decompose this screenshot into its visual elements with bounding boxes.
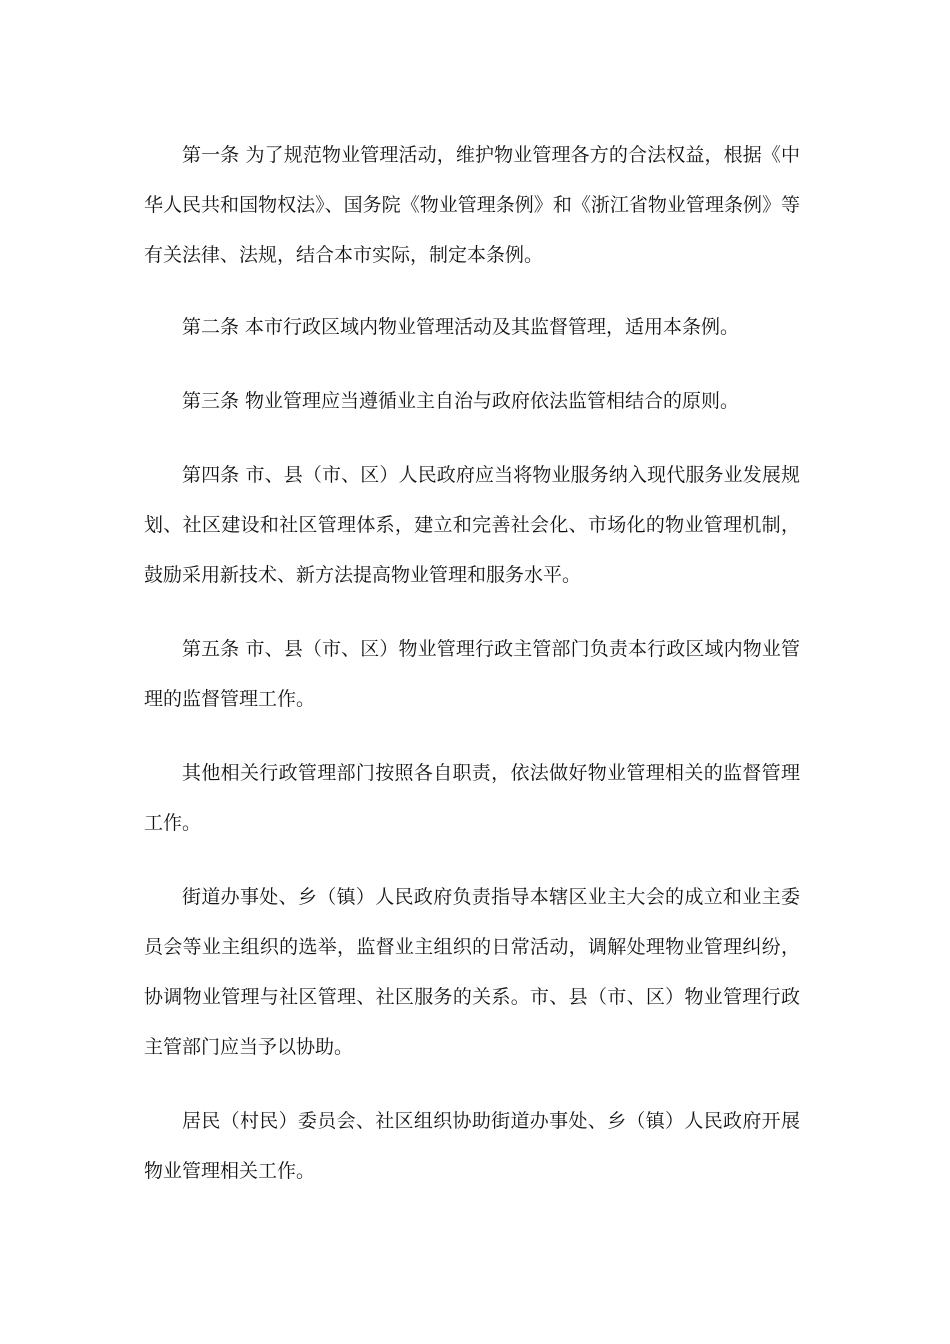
article-3-paragraph: 第三条 物业管理应当遵循业主自治与政府依法监管相结合的原则。 — [182, 390, 740, 412]
article-5-paragraph: 第五条 市、县（市、区）物业管理行政主管部门负责本行政区域内物业管理的监督管理工作。 — [144, 638, 800, 710]
article-5-clause-4-paragraph: 居民（村民）委员会、社区组织协助街道办事处、乡（镇）人民政府开展物业管理相关工作。 — [144, 1110, 800, 1182]
article-5-clause-3-paragraph: 街道办事处、乡（镇）人民政府负责指导本辖区业主大会的成立和业主委员会等业主组织的选举，监督业主组织的日常活动，调解处理物业管理纠纷，协调物业管理与社区管理、社区服务的关系。市、县（市、区）物业管理行政主管部门应当予以协助。 — [144, 886, 800, 1058]
article-4-paragraph: 第四条 市、县（市、区）人民政府应当将物业服务纳入现代服务业发展规划、社区建设和社区管理体系，建立和完善社会化、市场化的物业管理机制，鼓励采用新技术、新方法提高物业管理和服务水平。 — [144, 464, 800, 586]
article-2-paragraph: 第二条 本市行政区域内物业管理活动及其监督管理，适用本条例。 — [182, 316, 740, 338]
document-body — [144, 130, 800, 1220]
article-1-paragraph: 第一条 为了规范物业管理活动，维护物业管理各方的合法权益，根据《中华人民共和国物权法》、国务院《物业管理条例》和《浙江省物业管理条例》等有关法律、法规，结合本市实际，制定本条例。 — [144, 144, 800, 266]
article-5-clause-2-paragraph: 其他相关行政管理部门按照各自职责，依法做好物业管理相关的监督管理工作。 — [144, 762, 800, 834]
